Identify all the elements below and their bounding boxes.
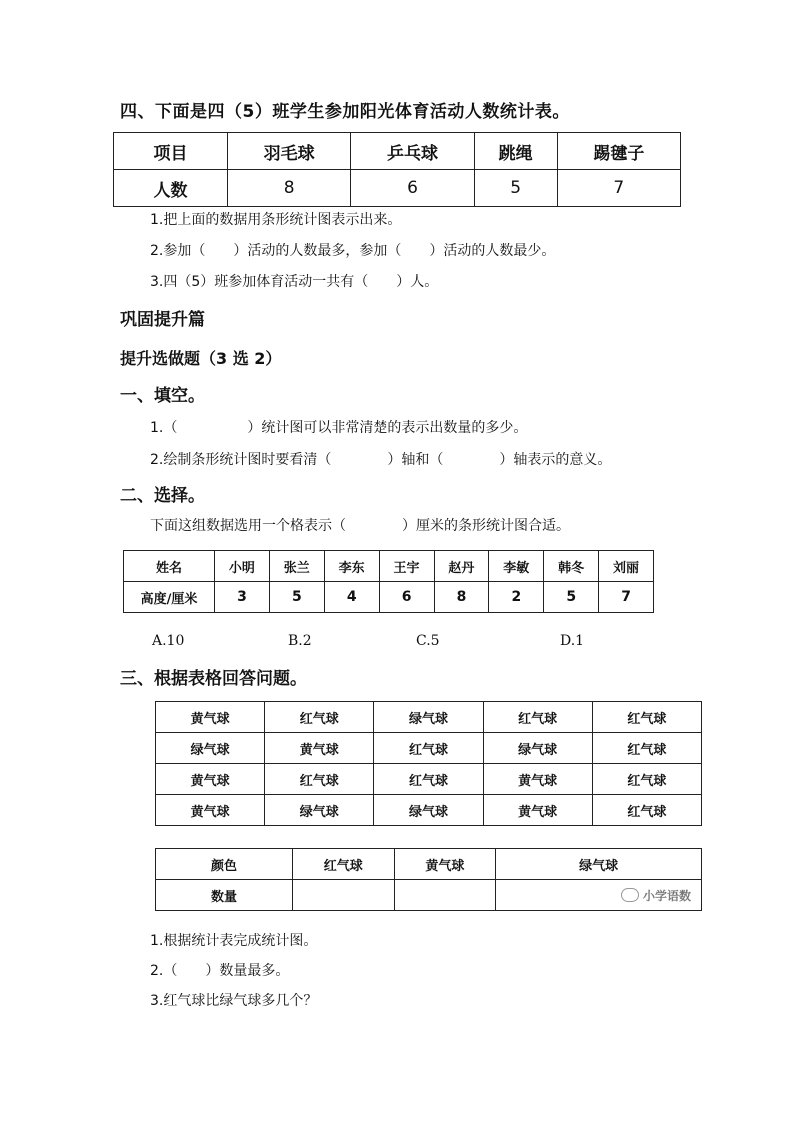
table-cell: 黄气球 bbox=[156, 702, 265, 733]
table-row bbox=[114, 133, 681, 170]
table-cell: 李东 bbox=[324, 551, 379, 582]
table-cell: 红气球 bbox=[265, 702, 374, 733]
table-cell: 黄气球 bbox=[394, 849, 496, 880]
table-row bbox=[156, 702, 702, 733]
table-cell: 红气球 bbox=[374, 764, 483, 795]
table-row bbox=[124, 551, 654, 582]
table-row bbox=[156, 764, 702, 795]
table-cell: 人数 bbox=[114, 170, 228, 207]
table-cell: 绿气球 bbox=[374, 702, 483, 733]
table-cell: 颜色 bbox=[156, 849, 293, 880]
table-cell: 姓名 bbox=[124, 551, 215, 582]
q4-item-3: 3.四（5）班参加体育活动一共有（ ）人。 bbox=[150, 274, 439, 290]
part3-item-1: 1.根据统计表完成统计图。 bbox=[150, 933, 318, 949]
table-cell: 项目 bbox=[114, 133, 228, 170]
table-cell: 绿气球 bbox=[156, 733, 265, 764]
table-cell: 张兰 bbox=[269, 551, 324, 582]
part2-title: 二、选择。 bbox=[120, 486, 205, 506]
table-cell: 绿气球 bbox=[483, 733, 592, 764]
table-cell: 7 bbox=[599, 582, 654, 613]
table-cell: 5 bbox=[474, 170, 557, 207]
table-cell: 8 bbox=[434, 582, 489, 613]
table-cell: 3 bbox=[215, 582, 270, 613]
table-cell: 黄气球 bbox=[483, 764, 592, 795]
table-cell: 羽毛球 bbox=[228, 133, 351, 170]
table-cell: 红气球 bbox=[592, 733, 701, 764]
table-cell: 小明 bbox=[215, 551, 270, 582]
table-cell: 红气球 bbox=[293, 849, 395, 880]
table-cell: 绿气球 bbox=[265, 795, 374, 826]
table-row bbox=[156, 733, 702, 764]
table-cell: 红气球 bbox=[265, 764, 374, 795]
height-table bbox=[123, 550, 654, 613]
table-row bbox=[156, 880, 702, 911]
option-c: C.5 bbox=[416, 633, 440, 649]
wechat-icon bbox=[621, 888, 639, 902]
table-cell: 绿气球 bbox=[374, 795, 483, 826]
table-cell: 黄气球 bbox=[483, 795, 592, 826]
balloon-summary-table bbox=[155, 848, 702, 911]
watermark bbox=[496, 887, 701, 904]
table-cell: 7 bbox=[557, 170, 680, 207]
q4-title: 四、下面是四（5）班学生参加阳光体育活动人数统计表。 bbox=[120, 102, 570, 122]
table-cell: 韩冬 bbox=[544, 551, 599, 582]
q4-item-1: 1.把上面的数据用条形统计图表示出来。 bbox=[150, 212, 402, 228]
table-cell: 2 bbox=[489, 582, 544, 613]
table-cell: 高度/厘米 bbox=[124, 582, 215, 613]
sports-table bbox=[113, 132, 681, 207]
table-cell: 红气球 bbox=[592, 764, 701, 795]
table-cell: 黄气球 bbox=[156, 795, 265, 826]
part1-item-2: 2.绘制条形统计图时要看清（ ）轴和（ ）轴表示的意义。 bbox=[150, 452, 612, 468]
table-cell: 4 bbox=[324, 582, 379, 613]
q4-item-2: 2.参加（ ）活动的人数最多，参加（ ）活动的人数最少。 bbox=[150, 243, 556, 259]
part3-title: 三、根据表格回答问题。 bbox=[120, 669, 307, 689]
table-cell: 黄气球 bbox=[265, 733, 374, 764]
part3-item-3: 3.红气球比绿气球多几个？ bbox=[150, 993, 318, 1009]
table-cell: 踢毽子 bbox=[557, 133, 680, 170]
part1-title: 一、填空。 bbox=[120, 386, 205, 406]
part3-item-2: 2.（ ）数量最多。 bbox=[150, 963, 290, 979]
table-cell: 红气球 bbox=[483, 702, 592, 733]
table-cell: 黄气球 bbox=[156, 764, 265, 795]
table-cell: 李敏 bbox=[489, 551, 544, 582]
table-cell: 8 bbox=[228, 170, 351, 207]
table-cell: 红气球 bbox=[592, 702, 701, 733]
table-cell bbox=[496, 880, 702, 911]
table-row bbox=[156, 849, 702, 880]
subsection-title: 提升选做题（3 选 2） bbox=[120, 349, 282, 368]
table-cell: 王宇 bbox=[379, 551, 434, 582]
table-cell bbox=[394, 880, 496, 911]
table-cell: 跳绳 bbox=[474, 133, 557, 170]
table-cell: 5 bbox=[544, 582, 599, 613]
table-cell bbox=[293, 880, 395, 911]
table-row bbox=[124, 582, 654, 613]
option-d: D.1 bbox=[560, 633, 585, 649]
table-cell: 乒乓球 bbox=[351, 133, 474, 170]
table-cell: 数量 bbox=[156, 880, 293, 911]
table-cell: 刘丽 bbox=[599, 551, 654, 582]
table-cell: 绿气球 bbox=[496, 849, 702, 880]
table-cell: 红气球 bbox=[592, 795, 701, 826]
option-b: B.2 bbox=[288, 633, 312, 649]
table-row bbox=[156, 795, 702, 826]
balloon-grid bbox=[155, 701, 702, 826]
table-cell: 赵丹 bbox=[434, 551, 489, 582]
table-cell: 6 bbox=[379, 582, 434, 613]
part1-item-1: 1.（ ）统计图可以非常清楚的表示出数量的多少。 bbox=[150, 420, 528, 436]
table-cell: 5 bbox=[269, 582, 324, 613]
option-a: A.10 bbox=[152, 633, 185, 649]
section-title: 巩固提升篇 bbox=[120, 310, 205, 330]
table-cell: 红气球 bbox=[374, 733, 483, 764]
watermark-text: 小学语数 bbox=[642, 888, 691, 903]
table-row bbox=[114, 170, 681, 207]
part2-prompt: 下面这组数据选用一个格表示（ ）厘米的条形统计图合适。 bbox=[150, 518, 570, 534]
table-cell: 6 bbox=[351, 170, 474, 207]
